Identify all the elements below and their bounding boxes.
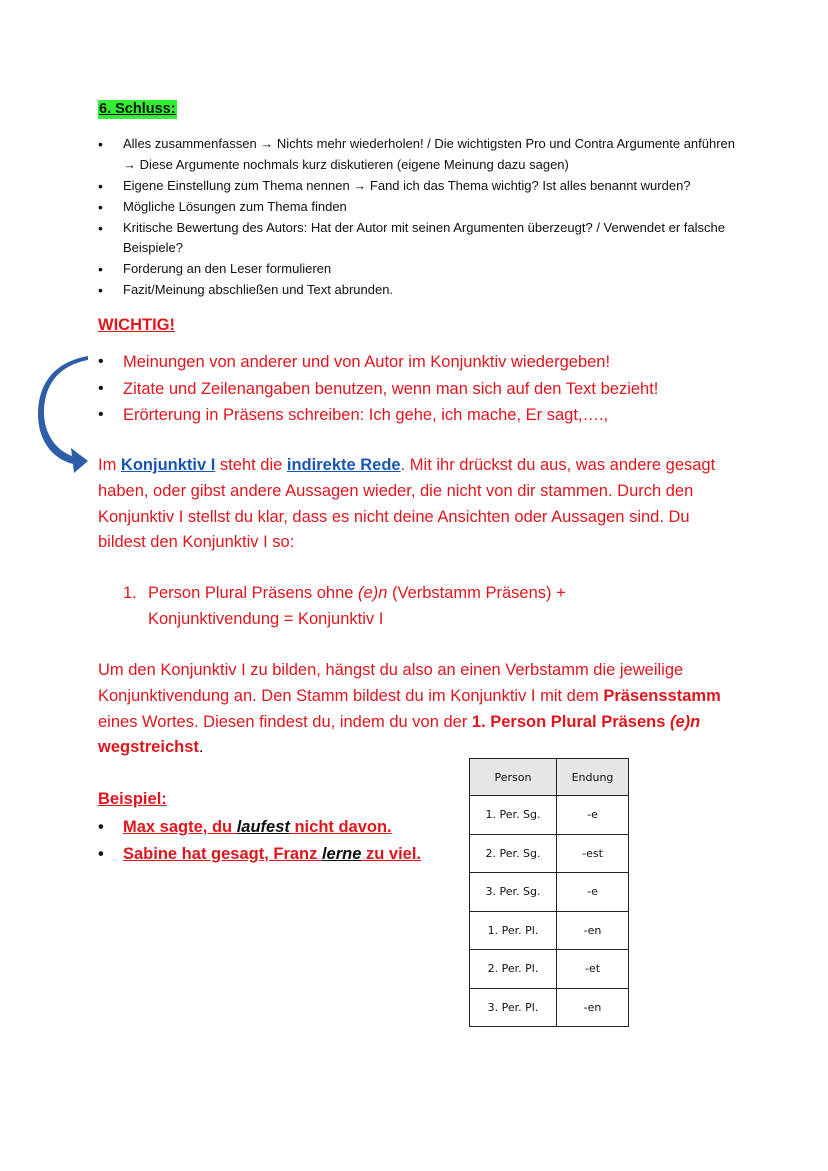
list-item: • Erörterung in Präsens schreiben: Ich gehe, ich mache, Er sagt,…., <box>98 402 758 429</box>
table-row <box>470 988 629 1027</box>
text: steht die <box>215 456 287 474</box>
table-cell: 3. Per. Pl. <box>470 988 557 1027</box>
section-heading-schluss: 6. Schluss: <box>99 101 176 117</box>
text: eines Wortes. Diesen findest du, indem du von der <box>98 712 472 731</box>
stamm-paragraph <box>98 658 738 761</box>
numbered-rule <box>123 581 683 633</box>
text: Im <box>98 456 121 474</box>
indirekte-rede-link[interactable]: indirekte Rede <box>286 456 401 474</box>
table-cell: -en <box>557 911 629 950</box>
curved-arrow-icon <box>38 354 94 478</box>
table-cell: 2. Per. Pl. <box>470 950 557 989</box>
example-list <box>98 814 458 868</box>
list-item: • Eigene Einstellung zum Thema nennen → Fand ich das Thema wichtig? Ist alles benannt wurden? <box>98 176 738 197</box>
table-cell: -est <box>557 834 629 873</box>
header-endung: Endung <box>557 759 629 796</box>
list-item: • Mögliche Lösungen zum Thema finden <box>98 197 738 218</box>
list-item <box>98 814 458 841</box>
text: Max sagte, du <box>123 818 237 836</box>
table-cell: 3. Per. Sg. <box>470 873 557 912</box>
list-item <box>98 841 458 868</box>
konjunktiv-intro-paragraph <box>98 453 738 556</box>
konjunktiv-link[interactable]: Konjunktiv I <box>120 456 216 474</box>
ending-italic: (e)n <box>358 584 388 602</box>
schluss-list <box>98 134 738 301</box>
header-person: Person <box>470 759 557 796</box>
table-header-row <box>470 759 629 796</box>
bold-text: wegstreichst <box>98 738 199 757</box>
table-row <box>470 911 629 950</box>
text: zu viel. <box>361 845 422 863</box>
table-row <box>470 796 629 835</box>
endings-table <box>469 758 629 1027</box>
text: Um den Konjunktiv I zu bilden, hängst du also an einen Verbstamm die jeweilige Konjunktivendung an. Den Stamm bildest du im Konjunktiv I mit dem <box>98 661 684 705</box>
beispiel-heading: Beispiel: <box>98 790 167 808</box>
ending-bold-italic: (e)n <box>670 712 701 731</box>
list-item: • Meinungen von anderer und von Autor im Konjunktiv wiedergeben! <box>98 349 758 376</box>
praesensstamm-bold: Präsensstamm <box>603 686 721 705</box>
table-cell: 1. Per. Pl. <box>470 911 557 950</box>
verb-italic: laufest <box>236 818 290 836</box>
text: Sabine hat gesagt, Franz <box>123 845 322 863</box>
wichtig-heading: WICHTIG! <box>98 316 175 334</box>
list-item: • Fazit/Meinung abschließen und Text abrunden. <box>98 280 738 301</box>
table-cell: 2. Per. Sg. <box>470 834 557 873</box>
table-row <box>470 950 629 989</box>
arrow-shape <box>38 356 88 473</box>
text: Person Plural Präsens ohne <box>148 584 359 602</box>
table-cell: -e <box>557 796 629 835</box>
list-item: • Kritische Bewertung des Autors: Hat der Autor mit seinen Argumenten überzeugt? / Verwendet er falsche Beispiele? <box>98 218 738 259</box>
text: . <box>198 738 204 757</box>
list-item: • Forderung an den Leser formulieren <box>98 259 738 280</box>
list-item: • Zitate und Zeilenangaben benutzen, wenn man sich auf den Text bezieht! <box>98 376 758 403</box>
verb-italic: lerne <box>321 845 362 863</box>
text: . Mit ihr drückst du aus, was andere gesagt haben, oder gibst andere Aussagen wieder, die nicht von dir stammen. Durch den Konjunktiv I stellst du klar, dass es nicht deine Ansichten oder Aussagen sind. Du bildest den Konjunktiv I so: <box>98 456 716 552</box>
table-cell: -e <box>557 873 629 912</box>
list-item: • Alles zusammenfassen → Nichts mehr wiederholen! / Die wichtigsten Pro und Contra Argumente anführen → Diese Argumente nochmals kurz diskutieren (eigene Meinung dazu sagen) <box>98 134 738 175</box>
table-cell: -en <box>557 988 629 1027</box>
list-number: 1. <box>123 584 137 602</box>
wichtig-list <box>98 349 758 429</box>
table-row <box>470 834 629 873</box>
bold-text: 1. Person Plural Präsens <box>471 712 671 731</box>
text: (Verbstamm Präsens) + Konjunktivendung = Konjunktiv I <box>148 584 566 628</box>
table-cell: -et <box>557 950 629 989</box>
text: nicht davon. <box>289 818 392 836</box>
table-row <box>470 873 629 912</box>
table-cell: 1. Per. Sg. <box>470 796 557 835</box>
